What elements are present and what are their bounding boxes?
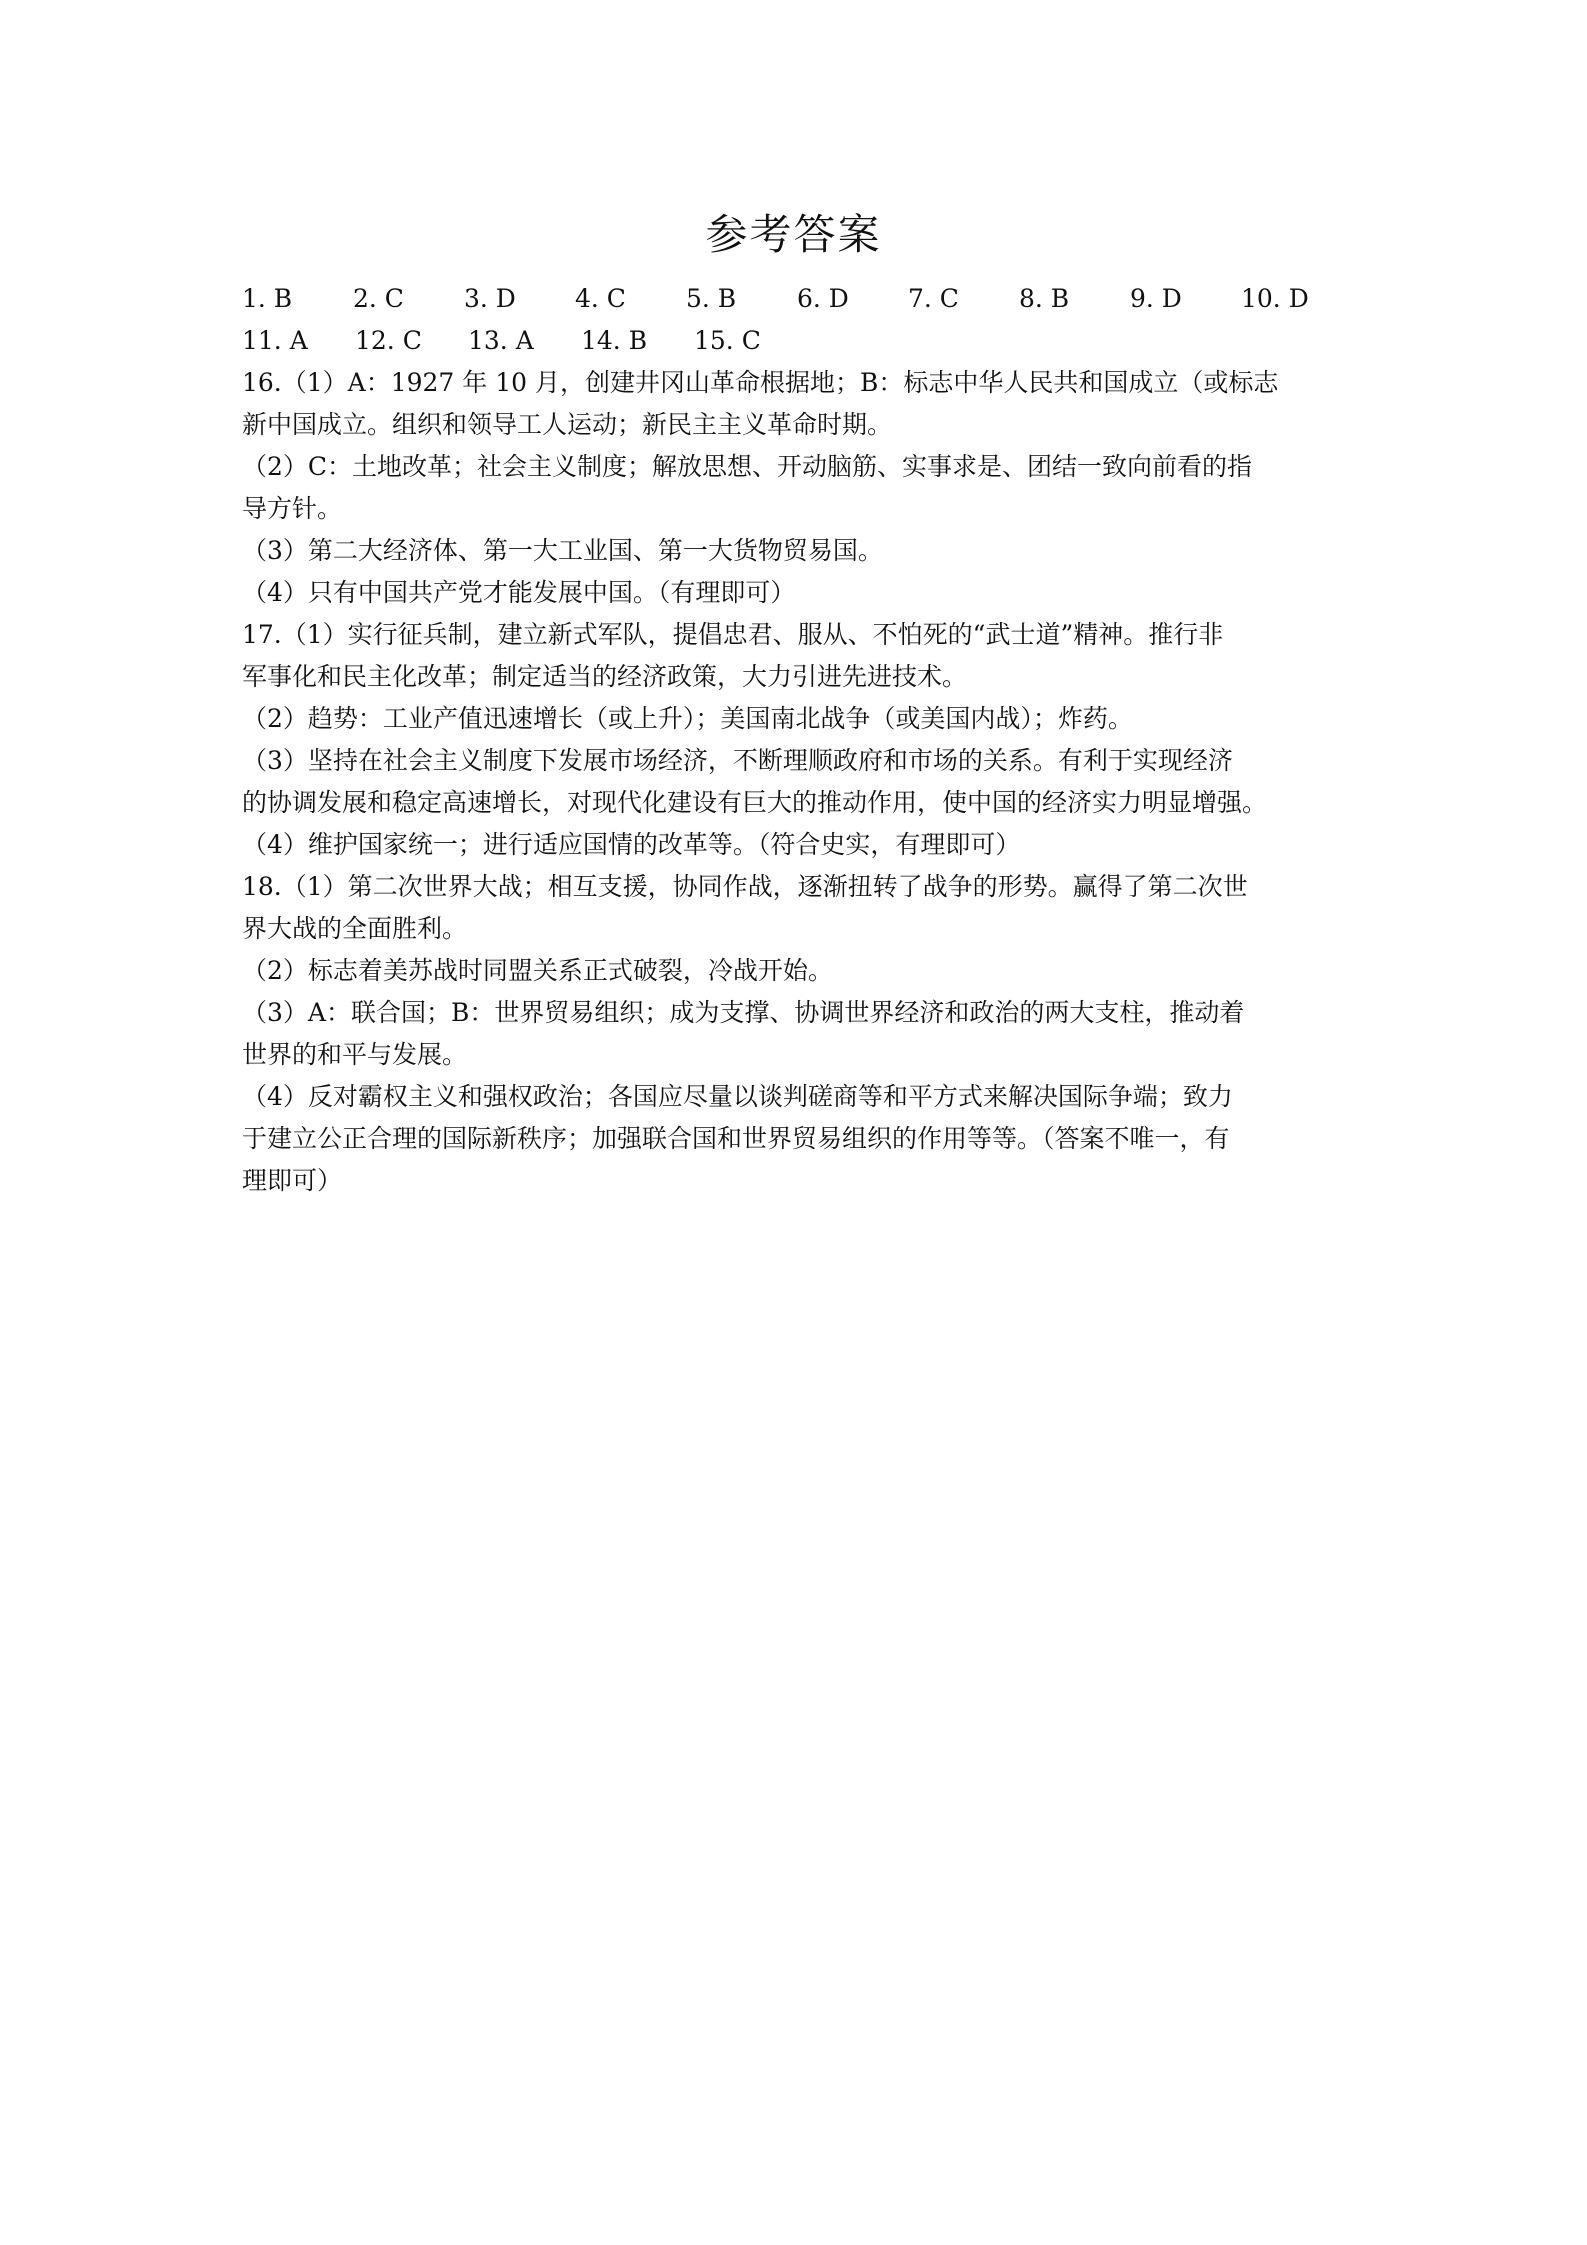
answer-line-q18-4-end: 理即可）: [242, 1166, 343, 1195]
choice-answers-row-1: [242, 278, 1352, 320]
answer-line-q17-1: 17.（1）实行征兵制，建立新式军队，提倡忠君、服从、不怕死的“武士道”精神。推行非: [242, 620, 1224, 649]
choice-answer: 5. B: [686, 284, 737, 313]
answer-line-q17-3-cont: 的协调发展和稳定高速增长，对现代化建设有巨大的推动作用，使中国的经济实力明显增强。: [242, 788, 1268, 817]
answer-line-q18-4-cont: 于建立公正合理的国际新秩序；加强联合国和世界贸易组织的作用等等。（答案不唯一，有: [242, 1124, 1230, 1153]
page-title: 参考答案: [705, 210, 882, 259]
answer-line-q16-2-cont: 导方针。: [242, 494, 343, 523]
choice-answer: 3. D: [464, 284, 516, 313]
answer-line-q16-4: （4）只有中国共产党才能发展中国。（有理即可）: [242, 578, 796, 607]
choice-answer: 8. B: [1019, 284, 1070, 313]
answer-line-q16-3: （3）第二大经济体、第一大工业国、第一大货物贸易国。: [242, 536, 883, 565]
answer-line-q17-3: （3）坚持在社会主义制度下发展市场经济，不断理顺政府和市场的关系。有利于实现经济: [242, 746, 1233, 775]
answer-line-q18-1-cont: 界大战的全面胜利。: [242, 914, 468, 943]
answer-line-q18-3: （3）A：联合国；B：世界贸易组织；成为支撑、协调世界经济和政治的两大支柱，推动着: [242, 998, 1245, 1027]
answer-line-q16-1-cont: 新中国成立。组织和领导工人运动；新民主主义革命时期。: [242, 410, 893, 439]
choice-answer: 13. A: [468, 326, 534, 355]
answer-line-q18-2: （2）标志着美苏战时同盟关系正式破裂，冷战开始。: [242, 956, 833, 985]
choice-answer: 10. D: [1241, 284, 1309, 313]
choice-answer: 12. C: [355, 326, 422, 355]
choice-answer: 11. A: [242, 326, 308, 355]
answer-line-q18-4: （4）反对霸权主义和强权政治；各国应尽量以谈判磋商等和平方式来解决国际争端；致力: [242, 1082, 1233, 1111]
choice-answer: 7. C: [908, 284, 959, 313]
choice-answer: 14. B: [581, 326, 648, 355]
answer-line-q18-1: 18.（1）第二次世界大战；相互支援，协同作战，逐渐扭转了战争的形势。赢得了第二次世: [242, 872, 1248, 901]
choice-answers-row-2: [242, 320, 1352, 362]
choice-answer: 1. B: [242, 284, 293, 313]
answer-line-q18-3-cont: 世界的和平与发展。: [242, 1040, 468, 1069]
answer-line-q16-2: （2）C：土地改革；社会主义制度；解放思想、开动脑筋、实事求是、团结一致向前看的指: [242, 452, 1253, 481]
answer-line-q17-2: （2）趋势：工业产值迅速增长（或上升）；美国南北战争（或美国内战）；炸药。: [242, 704, 1133, 733]
choice-answer: 9. D: [1130, 284, 1182, 313]
answer-line-q17-1-cont: 军事化和民主化改革；制定适当的经济政策，大力引进先进技术。: [242, 662, 968, 691]
choice-answer: 6. D: [797, 284, 849, 313]
answer-line-q16-1: 16.（1）A：1927 年 10 月，创建井冈山革命根据地；B：标志中华人民共和国成立（或标志: [242, 368, 1279, 397]
answer-body: [242, 278, 1352, 1202]
answer-line-q17-4: （4）维护国家统一；进行适应国情的改革等。（符合史实，有理即可）: [242, 830, 1021, 859]
choice-answer: 15. C: [694, 326, 761, 355]
choice-answer: 2. C: [353, 284, 404, 313]
choice-answer: 4. C: [575, 284, 626, 313]
